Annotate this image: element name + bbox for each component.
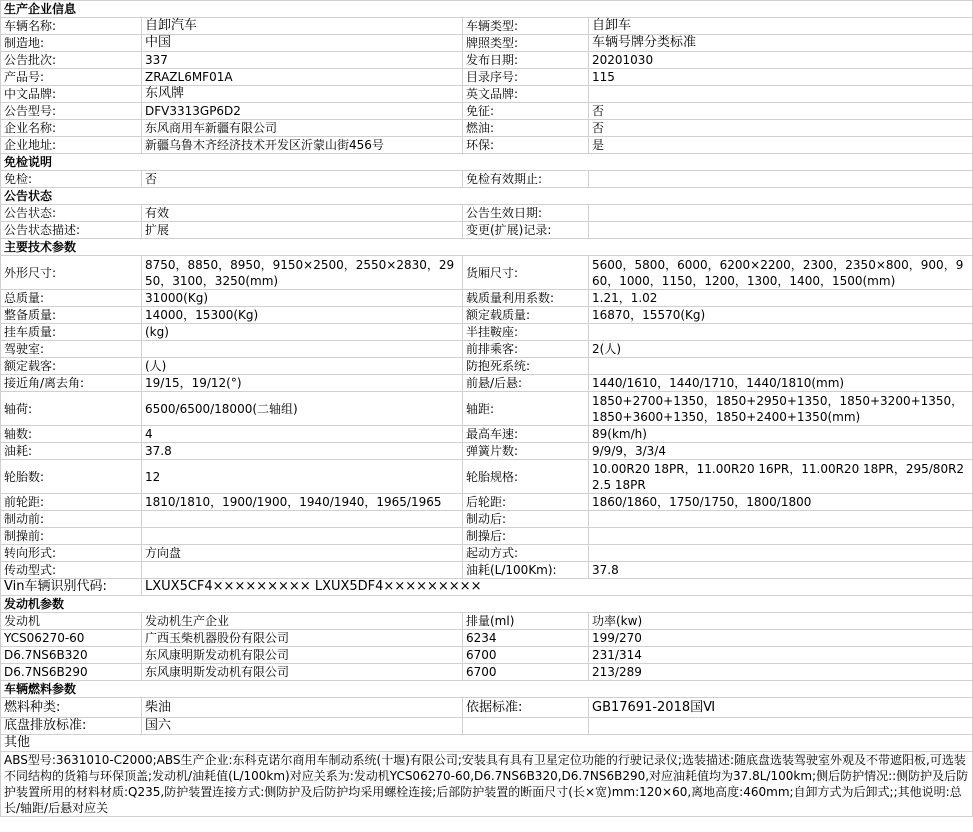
field-value: 31000(Kg) (142, 290, 463, 307)
field-label: 整备质量: (1, 307, 142, 324)
tech-row (1, 494, 973, 511)
field-label: 环保: (463, 137, 589, 154)
field-value: 89(km/h) (589, 426, 973, 443)
field-label: 制操前: (1, 528, 142, 545)
field-label: 最高车速: (463, 426, 589, 443)
engine-model: D6.7NS6B290 (1, 664, 142, 681)
engine-row (1, 647, 973, 664)
field-value: 1860/1860，1750/1750，1800/1800 (589, 494, 973, 511)
field-value: 否 (589, 120, 973, 137)
producer-row (1, 35, 973, 52)
engine-power: 231/314 (589, 647, 973, 664)
tech-row (1, 460, 973, 494)
field-value: 16870，15570(Kg) (589, 307, 973, 324)
tech-row (1, 307, 973, 324)
field-value (589, 545, 973, 562)
field-empty (589, 718, 973, 735)
field-value (142, 341, 463, 358)
field-value (142, 562, 463, 579)
field-value (589, 511, 973, 528)
field-value: 否 (589, 103, 973, 120)
section-tech: 主要技术参数 (1, 239, 973, 256)
vin-label: Vin车辆识别代码: (1, 579, 142, 596)
field-value: (人) (142, 358, 463, 375)
field-label: 驾驶室: (1, 341, 142, 358)
field-value: 4 (142, 426, 463, 443)
exemption-row (1, 171, 973, 188)
field-label: 轴距: (463, 392, 589, 426)
tire-spec-value: 10.00R20 18PR，11.00R20 16PR，11.00R20 18PR，295/80R22.5 18PR (589, 460, 973, 494)
field-label: 依据标准: (463, 698, 589, 718)
engine-displacement: 6700 (463, 647, 589, 664)
producer-row (1, 69, 973, 86)
field-label: 公告状态: (1, 205, 142, 222)
field-value: 1440/1610，1440/1710，1440/1810(mm) (589, 375, 973, 392)
vin-value: LXUX5CF4××××××××× LXUX5DF4××××××××× (142, 579, 973, 596)
field-label: 轮胎规格: (463, 460, 589, 494)
field-label: 公告状态描述: (1, 222, 142, 239)
producer-row (1, 18, 973, 35)
field-label: 轴荷: (1, 392, 142, 426)
field-label: 企业名称: (1, 120, 142, 137)
tech-row (1, 528, 973, 545)
field-value: 自卸汽车 (142, 18, 463, 35)
engine-power: 199/270 (589, 630, 973, 647)
field-value: 东风商用车新疆有限公司 (142, 120, 463, 137)
field-label: 前排乘客: (463, 341, 589, 358)
field-label: 接近角/离去角: (1, 375, 142, 392)
engine-row (1, 664, 973, 681)
field-value: 14000，15300(Kg) (142, 307, 463, 324)
field-label: 防抱死系统: (463, 358, 589, 375)
producer-row (1, 52, 973, 69)
field-value: 9/9/9，3/3/4 (589, 443, 973, 460)
engine-displacement: 6700 (463, 664, 589, 681)
field-label: 燃油: (463, 120, 589, 137)
field-label: 后轮距: (463, 494, 589, 511)
field-value (589, 86, 973, 103)
field-value: (kg) (142, 324, 463, 341)
field-label: 车辆类型: (463, 18, 589, 35)
fuel-standard-value: GB17691-2018国Ⅵ (589, 698, 973, 718)
field-label: 免征: (463, 103, 589, 120)
field-label: 车辆名称: (1, 18, 142, 35)
engine-header-row (1, 613, 973, 630)
field-label: 挂车质量: (1, 324, 142, 341)
field-value: DFV3313GP6D2 (142, 103, 463, 120)
field-value: 37.8 (589, 562, 973, 579)
field-value: 115 (589, 69, 973, 86)
engine-col-header: 排量(ml) (463, 613, 589, 630)
wheelbase-value: 1850+2700+1350，1850+2950+1350，1850+3200+1350，1850+3600+1350，1850+2400+1350(mm) (589, 392, 973, 426)
tech-row (1, 324, 973, 341)
field-label: 免检有效期止: (463, 171, 589, 188)
section-engine: 发动机参数 (1, 596, 973, 613)
field-label: 油耗: (1, 443, 142, 460)
field-label: 半挂鞍座: (463, 324, 589, 341)
field-label: 弹簧片数: (463, 443, 589, 460)
tech-row (1, 562, 973, 579)
field-empty (463, 718, 589, 735)
field-value: 扩展 (142, 222, 463, 239)
tech-row (1, 341, 973, 358)
field-label: 载质量利用系数: (463, 290, 589, 307)
field-label: 起动方式: (463, 545, 589, 562)
field-value: 柴油 (142, 698, 463, 718)
field-value (142, 511, 463, 528)
cargo-box-value: 5600，5800，6000，6200×2200，2300，2350×800，900，960，1000，1150，1200，1300，1400，1500(mm) (589, 256, 973, 290)
engine-maker: 东风康明斯发动机有限公司 (142, 647, 463, 664)
field-value: 20201030 (589, 52, 973, 69)
field-label: 公告生效日期: (463, 205, 589, 222)
field-label: 制造地: (1, 35, 142, 52)
field-label: 前轮距: (1, 494, 142, 511)
section-exemption: 免检说明 (1, 154, 973, 171)
field-label: 转向形式: (1, 545, 142, 562)
field-label: 货厢尺寸: (463, 256, 589, 290)
field-value (589, 528, 973, 545)
field-value: 12 (142, 460, 463, 494)
engine-displacement: 6234 (463, 630, 589, 647)
field-label: 发布日期: (463, 52, 589, 69)
tech-row (1, 358, 973, 375)
field-value (142, 528, 463, 545)
field-value: 337 (142, 52, 463, 69)
engine-maker: 东风康明斯发动机有限公司 (142, 664, 463, 681)
field-label: 传动型式: (1, 562, 142, 579)
field-label: 外形尺寸: (1, 256, 142, 290)
announcement-row (1, 205, 973, 222)
tech-row (1, 426, 973, 443)
announcement-row (1, 222, 973, 239)
field-value: 中国 (142, 35, 463, 52)
engine-model: D6.7NS6B320 (1, 647, 142, 664)
engine-col-header: 发动机 (1, 613, 142, 630)
field-label: 企业地址: (1, 137, 142, 154)
field-label: 额定载质量: (463, 307, 589, 324)
field-value: 车辆号牌分类标准 (589, 35, 973, 52)
field-value: 否 (142, 171, 463, 188)
tech-row (1, 443, 973, 460)
field-value: 自卸车 (589, 18, 973, 35)
field-value (589, 205, 973, 222)
dimensions-value: 8750，8850，8950，9150×2500，2550×2830，2950，3100，3250(mm) (142, 256, 463, 290)
axle-load-value: 6500/6500/18000(二轴组) (142, 392, 463, 426)
field-label: 油耗(L/100Km): (463, 562, 589, 579)
field-value: 2(人) (589, 341, 973, 358)
field-label: 产品号: (1, 69, 142, 86)
field-value (589, 324, 973, 341)
field-label: 前悬/后悬: (463, 375, 589, 392)
producer-row (1, 137, 973, 154)
engine-col-header: 发动机生产企业 (142, 613, 463, 630)
field-label: 牌照类型: (463, 35, 589, 52)
field-value: 1810/1810，1900/1900，1940/1940，1965/1965 (142, 494, 463, 511)
producer-row (1, 86, 973, 103)
field-value: 1.21，1.02 (589, 290, 973, 307)
field-label: 目录序号: (463, 69, 589, 86)
field-label: 轴数: (1, 426, 142, 443)
field-value: 37.8 (142, 443, 463, 460)
field-value: 是 (589, 137, 973, 154)
producer-row (1, 103, 973, 120)
field-label: 制动前: (1, 511, 142, 528)
field-label: 制动后: (463, 511, 589, 528)
other-notes: ABS型号:3631010-C2000;ABS生产企业:东科克诺尔商用车制动系统(十堰)有限公司;安装具有具有卫星定位功能的行驶记录仪;选装描述:随底盘选装驾驶室外观及不带遮阳板,可选装不同结构的货箱与环保顶盖;发动机/油耗值(L/100km)对应关系为:发动机YCS06270-60,D6.7NS6B320,D6.7NS6B290,对应油耗值均为37.8L/100km;侧后防护情况::侧防护及后防护装置所用的材料材质:Q235,防护装置连接方式:侧防护及后防护均采用螺栓连接;后部防护装置的断面尺寸(长×宽)mm:120×60,离地高度:460mm;自卸方式为后卸式;;其他说明:总长/轴距/后悬对应关 (1, 752, 973, 817)
fuel-row (1, 718, 973, 735)
field-label: 轮胎数: (1, 460, 142, 494)
tech-row (1, 545, 973, 562)
engine-col-header: 功率(kw) (589, 613, 973, 630)
section-fuel: 车辆燃料参数 (1, 681, 973, 698)
field-label: 公告批次: (1, 52, 142, 69)
field-label: 燃料种类: (1, 698, 142, 718)
tech-row (1, 256, 973, 290)
field-label: 中文品牌: (1, 86, 142, 103)
field-label: 变更(扩展)记录: (463, 222, 589, 239)
vin-row (1, 579, 973, 596)
fuel-row (1, 698, 973, 718)
field-label: 底盘排放标准: (1, 718, 142, 735)
field-value: ZRAZL6MF01A (142, 69, 463, 86)
tech-row (1, 290, 973, 307)
field-value (589, 358, 973, 375)
field-value: 有效 (142, 205, 463, 222)
producer-row (1, 120, 973, 137)
field-label: 制操后: (463, 528, 589, 545)
field-value (589, 171, 973, 188)
field-value: 19/15，19/12(°) (142, 375, 463, 392)
engine-row (1, 630, 973, 647)
tech-row (1, 511, 973, 528)
other-row (1, 752, 973, 817)
section-producer: 生产企业信息 (1, 1, 973, 18)
field-value: 新疆乌鲁木齐经济技术开发区沂蒙山街456号 (142, 137, 463, 154)
field-label: 总质量: (1, 290, 142, 307)
field-label: 免检: (1, 171, 142, 188)
field-value: 东风牌 (142, 86, 463, 103)
field-label: 额定载客: (1, 358, 142, 375)
field-label: 英文品牌: (463, 86, 589, 103)
field-label: 公告型号: (1, 103, 142, 120)
section-announcement: 公告状态 (1, 188, 973, 205)
field-value (589, 222, 973, 239)
field-value: 方向盘 (142, 545, 463, 562)
tech-row (1, 375, 973, 392)
tech-row (1, 392, 973, 426)
engine-power: 213/289 (589, 664, 973, 681)
section-other: 其他 (1, 735, 973, 752)
engine-maker: 广西玉柴机器股份有限公司 (142, 630, 463, 647)
field-value: 国六 (142, 718, 463, 735)
engine-model: YCS06270-60 (1, 630, 142, 647)
